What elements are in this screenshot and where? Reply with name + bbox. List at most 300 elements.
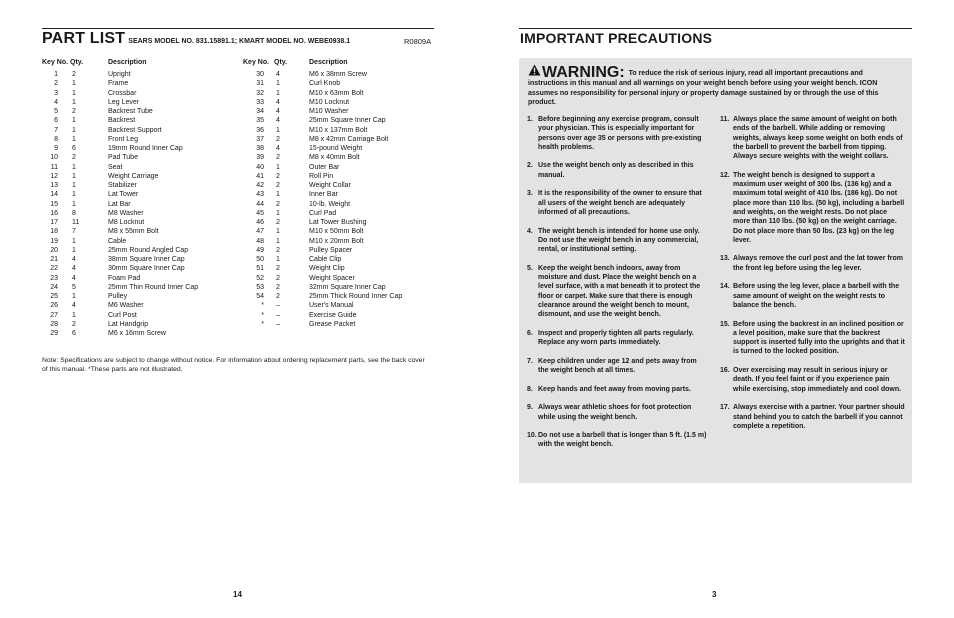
part-qty: 2 [276,283,280,291]
part-key-no: 39 [256,154,264,162]
precaution-text: Always remove the curl post and the lat tower from the front leg before using the leg lever. [733,255,903,272]
part-row [243,172,439,181]
part-description: Backrest [108,117,136,125]
part-description: Pulley Spacer [309,246,353,254]
part-key-no: 12 [50,172,58,180]
part-qty: 2 [72,154,76,162]
part-key-no: 15 [50,200,58,208]
part-description: Curl Post [108,311,137,319]
part-qty: 2 [276,265,280,273]
part-description: M8 Washer [108,209,144,217]
precaution-item [527,227,707,255]
part-description: 25mm Round Angled Cap [108,246,189,254]
part-description: Backrest Tube [108,108,153,115]
part-key-no: 23 [50,274,58,282]
precaution-item [720,282,906,310]
part-qty: 2 [72,108,76,115]
precaution-number: 12. [720,171,730,179]
part-key-no: 14 [50,191,58,199]
precautions-column-1 [527,115,707,459]
part-qty: 1 [72,246,76,254]
part-description: Seat [108,163,123,171]
part-description: 10-lb. Weight [309,200,351,208]
part-key-no: 19 [50,237,58,245]
part-key-no: 50 [256,256,264,263]
part-row [243,320,439,329]
part-qty: 2 [72,71,76,78]
precaution-item [527,264,707,320]
part-description: User's Manual [309,302,354,310]
part-key-no: 44 [256,200,264,208]
part-qty: 4 [276,71,280,78]
part-key-no: 43 [256,191,264,199]
part-qty: 2 [276,219,280,226]
part-description: Lat Handgrip [108,320,149,328]
part-key-no: 47 [256,228,264,236]
part-row [243,144,439,153]
part-row [243,79,439,88]
part-row [243,255,439,264]
part-key-no: 4 [54,98,58,106]
part-row [42,181,228,190]
precaution-text: Do not use a barbell that is longer than 5 ft. (1.5 m) with the weight bench. [538,432,707,449]
part-description: Foam Pad [108,274,141,282]
part-key-no: 35 [256,117,264,125]
part-qty: 1 [72,311,76,319]
part-description: 25mm Thick Round Inner Cap [309,293,403,300]
part-description: 38mm Square Inner Cap [108,256,185,263]
part-qty: 1 [72,237,76,245]
part-qty: 4 [72,274,76,282]
part-key-no: 49 [256,246,264,254]
part-row [42,144,228,153]
part-key-no: * [261,320,264,328]
precaution-item [527,431,707,450]
description-header: Description [108,59,147,66]
precaution-item [527,329,707,348]
part-key-no: 51 [256,265,264,273]
part-row [243,181,439,190]
part-list-table-1 [42,58,228,338]
part-qty: 4 [72,265,76,273]
precaution-item [720,320,906,357]
part-qty: 2 [276,246,280,254]
part-description: M8 Locknut [108,219,145,226]
part-key-no: 5 [54,108,58,115]
part-description: Lat Tower Bushing [309,219,367,226]
part-description: M6 Washer [108,302,144,310]
precaution-text: Inspect and properly tighten all parts regularly. Replace any worn parts immediately. [538,329,694,347]
part-qty: 2 [276,172,280,180]
part-description: Leg Lever [108,98,140,106]
part-qty: 4 [276,98,280,106]
right-page-number: 3 [712,590,717,599]
part-key-no: * [261,302,264,310]
part-row [42,301,228,310]
part-list-table-2 [243,58,439,329]
precaution-item [720,366,906,394]
part-key-no: * [261,311,264,319]
part-row [243,283,439,292]
part-key-no: 32 [256,89,264,97]
part-key-no: 52 [256,274,264,282]
precaution-item [720,403,906,431]
part-row [243,126,439,135]
part-description: 25mm Thin Round Inner Cap [108,283,199,291]
precaution-item [527,385,707,394]
part-description: M10 Locknut [309,98,350,106]
part-key-no: 13 [50,182,58,189]
part-qty: 2 [276,154,280,162]
part-key-no: 42 [256,182,264,189]
part-qty: 4 [72,302,76,310]
part-key-no: 31 [256,80,264,88]
part-description: Curl Pad [309,209,337,217]
part-row [243,301,439,310]
part-qty: 1 [276,126,280,134]
part-description: Upright [108,71,131,78]
left-top-rule [42,28,434,29]
part-row [243,237,439,246]
part-key-no: 7 [54,126,58,134]
part-qty: 2 [276,293,280,300]
part-description: Cable Clip [309,256,342,263]
part-row [42,283,228,292]
part-description: Weight Spacer [309,274,355,282]
precaution-number: 14. [720,283,730,291]
part-description: Pulley [108,293,128,300]
part-qty: 1 [276,89,280,97]
part-key-no: 26 [50,302,58,310]
part-description: Crossbar [108,89,137,97]
part-description: Stabilizer [108,182,137,189]
part-key-no: 27 [50,311,58,319]
warning-intro-text: To reduce the risk of serious injury, read all important precautions and instructions in this manual and all warnings on your weight bench before using your weight bench. ICON assumes no responsibility for personal injury or property damage sustained by or through the use of this product. [528,70,879,106]
part-qty: 1 [276,237,280,245]
precaution-text: Always exercise with a partner. Your partner should stand behind you to catch the barbell if you cannot complete a repetition. [733,404,905,430]
precaution-item [720,115,906,161]
part-qty: 4 [276,108,280,115]
part-qty: 7 [72,228,76,236]
part-row [42,246,228,255]
precaution-number: 6. [527,329,533,337]
part-qty: 1 [276,80,280,88]
precaution-item [527,115,707,152]
part-qty: 1 [276,191,280,199]
precaution-item [527,189,707,217]
part-row [42,172,228,181]
part-row [42,163,228,172]
warning-intro [528,64,903,107]
part-qty: – [276,320,280,328]
part-key-no: 34 [256,108,264,115]
part-qty: 1 [276,256,280,263]
part-row [42,126,228,135]
part-row [42,227,228,236]
part-key-no: 3 [54,89,58,97]
warning-box [519,58,912,483]
part-description: M6 x 38mm Screw [309,71,367,78]
part-qty: 4 [72,256,76,263]
part-description: Inner Bar [309,191,338,199]
part-key-no: 21 [50,256,58,263]
part-key-no: 45 [256,209,264,217]
part-description: Grease Packet [309,320,356,328]
part-key-no: 16 [50,209,58,217]
part-qty: 1 [276,228,280,236]
part-qty: – [276,311,280,319]
precaution-text: Always wear athletic shoes for foot protection while using the weight bench. [538,404,692,421]
part-row [243,135,439,144]
precaution-text: Before using the leg lever, place a barbell with the same amount of weight on the weight rests to balance the bench. [733,283,900,309]
part-qty: 4 [276,117,280,125]
part-key-no: 33 [256,98,264,106]
part-key-no: 37 [256,135,264,143]
part-description: Outer Bar [309,163,340,171]
part-key-no: 11 [50,163,58,171]
right-top-rule [519,28,912,29]
specifications-note: Note: Specifications are subject to change without notice. For information about ordering replacement parts, see the back cover of this manual. *These parts are not illustrated. [42,357,425,373]
precaution-number: 9. [527,404,533,412]
part-row [42,292,228,301]
precaution-number: 16. [720,367,730,375]
part-qty: 1 [72,126,76,134]
part-key-no: 10 [50,154,58,162]
part-description: Front Leg [108,135,138,143]
part-description: Weight Clip [309,265,345,273]
precaution-text: Use the weight bench only as described in this manual. [538,162,694,179]
qty-header: Qty. [70,59,84,66]
part-key-no: 20 [50,246,58,254]
precaution-item [527,357,707,376]
part-row [243,70,439,79]
precaution-text: Before using the backrest in an inclined position or a level position, make sure that the backrest support is inserted fully into the uprights and that it is turned to the locked position. [733,320,905,356]
precaution-number: 15. [720,320,730,328]
precaution-number: 5. [527,264,533,272]
part-qty: 1 [72,163,76,171]
part-description: 25mm Square Inner Cap [309,117,386,125]
part-row [243,264,439,273]
part-row [42,89,228,98]
part-key-no: 1 [54,71,58,78]
precaution-text: Keep hands and feet away from moving parts. [538,385,691,393]
precaution-text: It is the responsibility of the owner to ensure that all users of the weight bench are adequately informed of all precautions. [538,190,702,216]
precautions-title: IMPORTANT PRECAUTIONS [520,30,713,46]
part-row [42,329,228,338]
part-row [42,255,228,264]
part-qty: 4 [276,145,280,152]
precaution-item [527,403,707,422]
part-qty: 2 [276,135,280,143]
part-row [42,153,228,162]
part-row [243,200,439,209]
part-qty: 1 [72,117,76,125]
part-description: Weight Collar [309,182,351,189]
part-row [243,107,439,116]
part-qty: 6 [72,145,76,152]
part-row [243,190,439,199]
part-description: Lat Bar [108,200,131,208]
precaution-number: 8. [527,385,533,393]
precaution-text: The weight bench is designed to support a maximum user weight of 300 lbs. (136 kg) and a maximum total weight of 410 lbs. (186 kg). Do not place more than 110 lbs. (50 kg), including a barbell and weights, on the weight rests. Do not place more than 110 lbs. (50 kg) on the weight carriage. Do not place more than 50 lbs. (23 kg) on the leg lever. [733,171,905,244]
part-row [243,116,439,125]
part-row [243,292,439,301]
part-description: M8 x 42mm Carriage Bolt [309,135,389,143]
part-qty: – [276,302,280,310]
part-description: M10 x 63mm Bolt [309,89,364,97]
part-row [42,218,228,227]
part-key-no: 25 [50,293,58,300]
part-description: M10 Washer [309,108,349,115]
part-qty: 1 [72,135,76,143]
part-description: Backrest Support [108,126,162,134]
precaution-text: Before beginning any exercise program, consult your physician. This is especially important for persons over age 35 or persons with pre-existing health problems. [538,116,702,151]
part-qty: 5 [72,283,76,291]
precaution-item [527,161,707,180]
precaution-text: Always place the same amount of weight on both ends of the barbell. While adding or removing weights, always keep some weight on both ends of the barbell to prevent the barbell from tipping. Always secure weights with the weight collars. [733,116,903,161]
precaution-number: 3. [527,190,533,198]
part-qty: 1 [72,80,76,88]
precaution-text: The weight bench is intended for home use only. Do not use the weight bench in any commercial, rental, or institutional setting. [538,227,700,254]
part-key-no: 9 [54,145,58,152]
precaution-item [720,254,906,273]
part-row [42,274,228,283]
key-no-header: Key No. [243,59,270,66]
part-row [42,70,228,79]
part-description: M10 x 20mm Bolt [309,237,364,245]
part-list-code: R0809A [404,37,432,46]
part-description: Frame [108,80,129,88]
part-description: M6 x 16mm Screw [108,330,166,337]
part-row [42,209,228,218]
part-key-no: 53 [256,283,264,291]
part-key-no: 40 [256,163,264,171]
part-qty: 1 [72,172,76,180]
part-qty: 2 [276,200,280,208]
precaution-number: 7. [527,357,533,365]
part-description: 19mm Round Inner Cap [108,145,183,152]
precaution-item [720,171,906,245]
part-key-no: 48 [256,237,264,245]
part-row [42,320,228,329]
part-row [42,135,228,144]
precaution-number: 2. [527,162,533,170]
part-key-no: 17 [50,219,58,226]
part-description: M8 x 55mm Bolt [108,228,159,236]
part-row [243,163,439,172]
part-list-heading [42,30,350,48]
part-row [42,98,228,107]
part-description: 32mm Square Inner Cap [309,283,386,291]
part-row [243,89,439,98]
part-qty: 2 [276,274,280,282]
part-row [42,264,228,273]
part-description: Curl Knob [309,80,341,88]
part-qty: 1 [72,98,76,106]
key-no-header: Key No. [42,59,69,66]
part-description: 30mm Square Inner Cap [108,265,185,273]
part-key-no: 28 [50,320,58,328]
part-key-no: 18 [50,228,58,236]
warning-label: WARNING: [542,64,625,81]
precaution-number: 10. [527,432,537,440]
part-key-no: 36 [256,126,264,134]
part-qty: 2 [276,182,280,189]
part-description: Exercise Guide [309,311,357,319]
part-key-no: 38 [256,145,264,152]
part-description: 15-pound Weight [309,145,363,152]
part-row [42,107,228,116]
part-key-no: 2 [54,80,58,88]
precaution-number: 1. [527,116,533,123]
part-row [243,246,439,255]
part-row [243,209,439,218]
part-qty: 1 [276,163,280,171]
part-description: M10 x 50mm Bolt [309,228,364,236]
part-key-no: 54 [256,293,264,300]
part-row [243,153,439,162]
part-key-no: 41 [256,172,264,180]
part-description: M10 x 137mm Bolt [309,126,368,134]
part-row [42,116,228,125]
warning-triangle-icon [528,64,541,79]
part-description: M8 x 40mm Bolt [309,154,360,162]
part-description: Cable [108,237,127,245]
part-qty: 2 [72,320,76,328]
part-key-no: 8 [54,135,58,143]
part-key-no: 29 [50,330,58,337]
part-qty: 1 [72,293,76,300]
part-row [42,311,228,320]
part-key-no: 22 [50,265,58,273]
part-key-no: 46 [256,219,264,226]
part-row [243,311,439,320]
part-description: Weight Carriage [108,172,159,180]
part-qty: 1 [276,209,280,217]
part-row [42,200,228,209]
part-row [243,218,439,227]
part-qty: 11 [72,219,80,226]
precaution-number: 4. [527,227,533,235]
part-description: Lat Tower [108,191,139,199]
part-description: Pad Tube [108,154,138,162]
part-row [42,237,228,246]
precaution-text: Keep children under age 12 and pets away from the weight bench at all times. [538,357,697,375]
precaution-number: 17. [720,404,730,412]
part-row [243,98,439,107]
qty-header: Qty. [274,59,288,66]
part-row [42,190,228,199]
precaution-number: 13. [720,255,730,263]
left-page-number: 14 [233,590,242,599]
part-qty: 6 [72,330,76,337]
part-description: Roll Pin [309,172,334,180]
precaution-text: Keep the weight bench indoors, away from moisture and dust. Place the weight bench on a level surface, with a mat beneath it to protect the floor or carpet. Make sure that there is enough clearance around the weight bench to mount, dismount, and use the weight bench. [538,264,701,319]
part-list-title: PART LIST [42,30,126,47]
description-header: Description [309,59,348,66]
precaution-number: 11. [720,116,730,123]
model-numbers: SEARS MODEL NO. 831.15891.1; KMART MODEL NO. WEBE0938.1 [128,38,351,45]
part-qty: 1 [72,89,76,97]
part-qty: 1 [72,200,76,208]
part-key-no: 30 [256,71,264,78]
part-qty: 1 [72,182,76,189]
part-row [42,79,228,88]
part-row [243,274,439,283]
part-qty: 8 [72,209,76,217]
part-qty: 1 [72,191,76,199]
part-row [243,227,439,236]
